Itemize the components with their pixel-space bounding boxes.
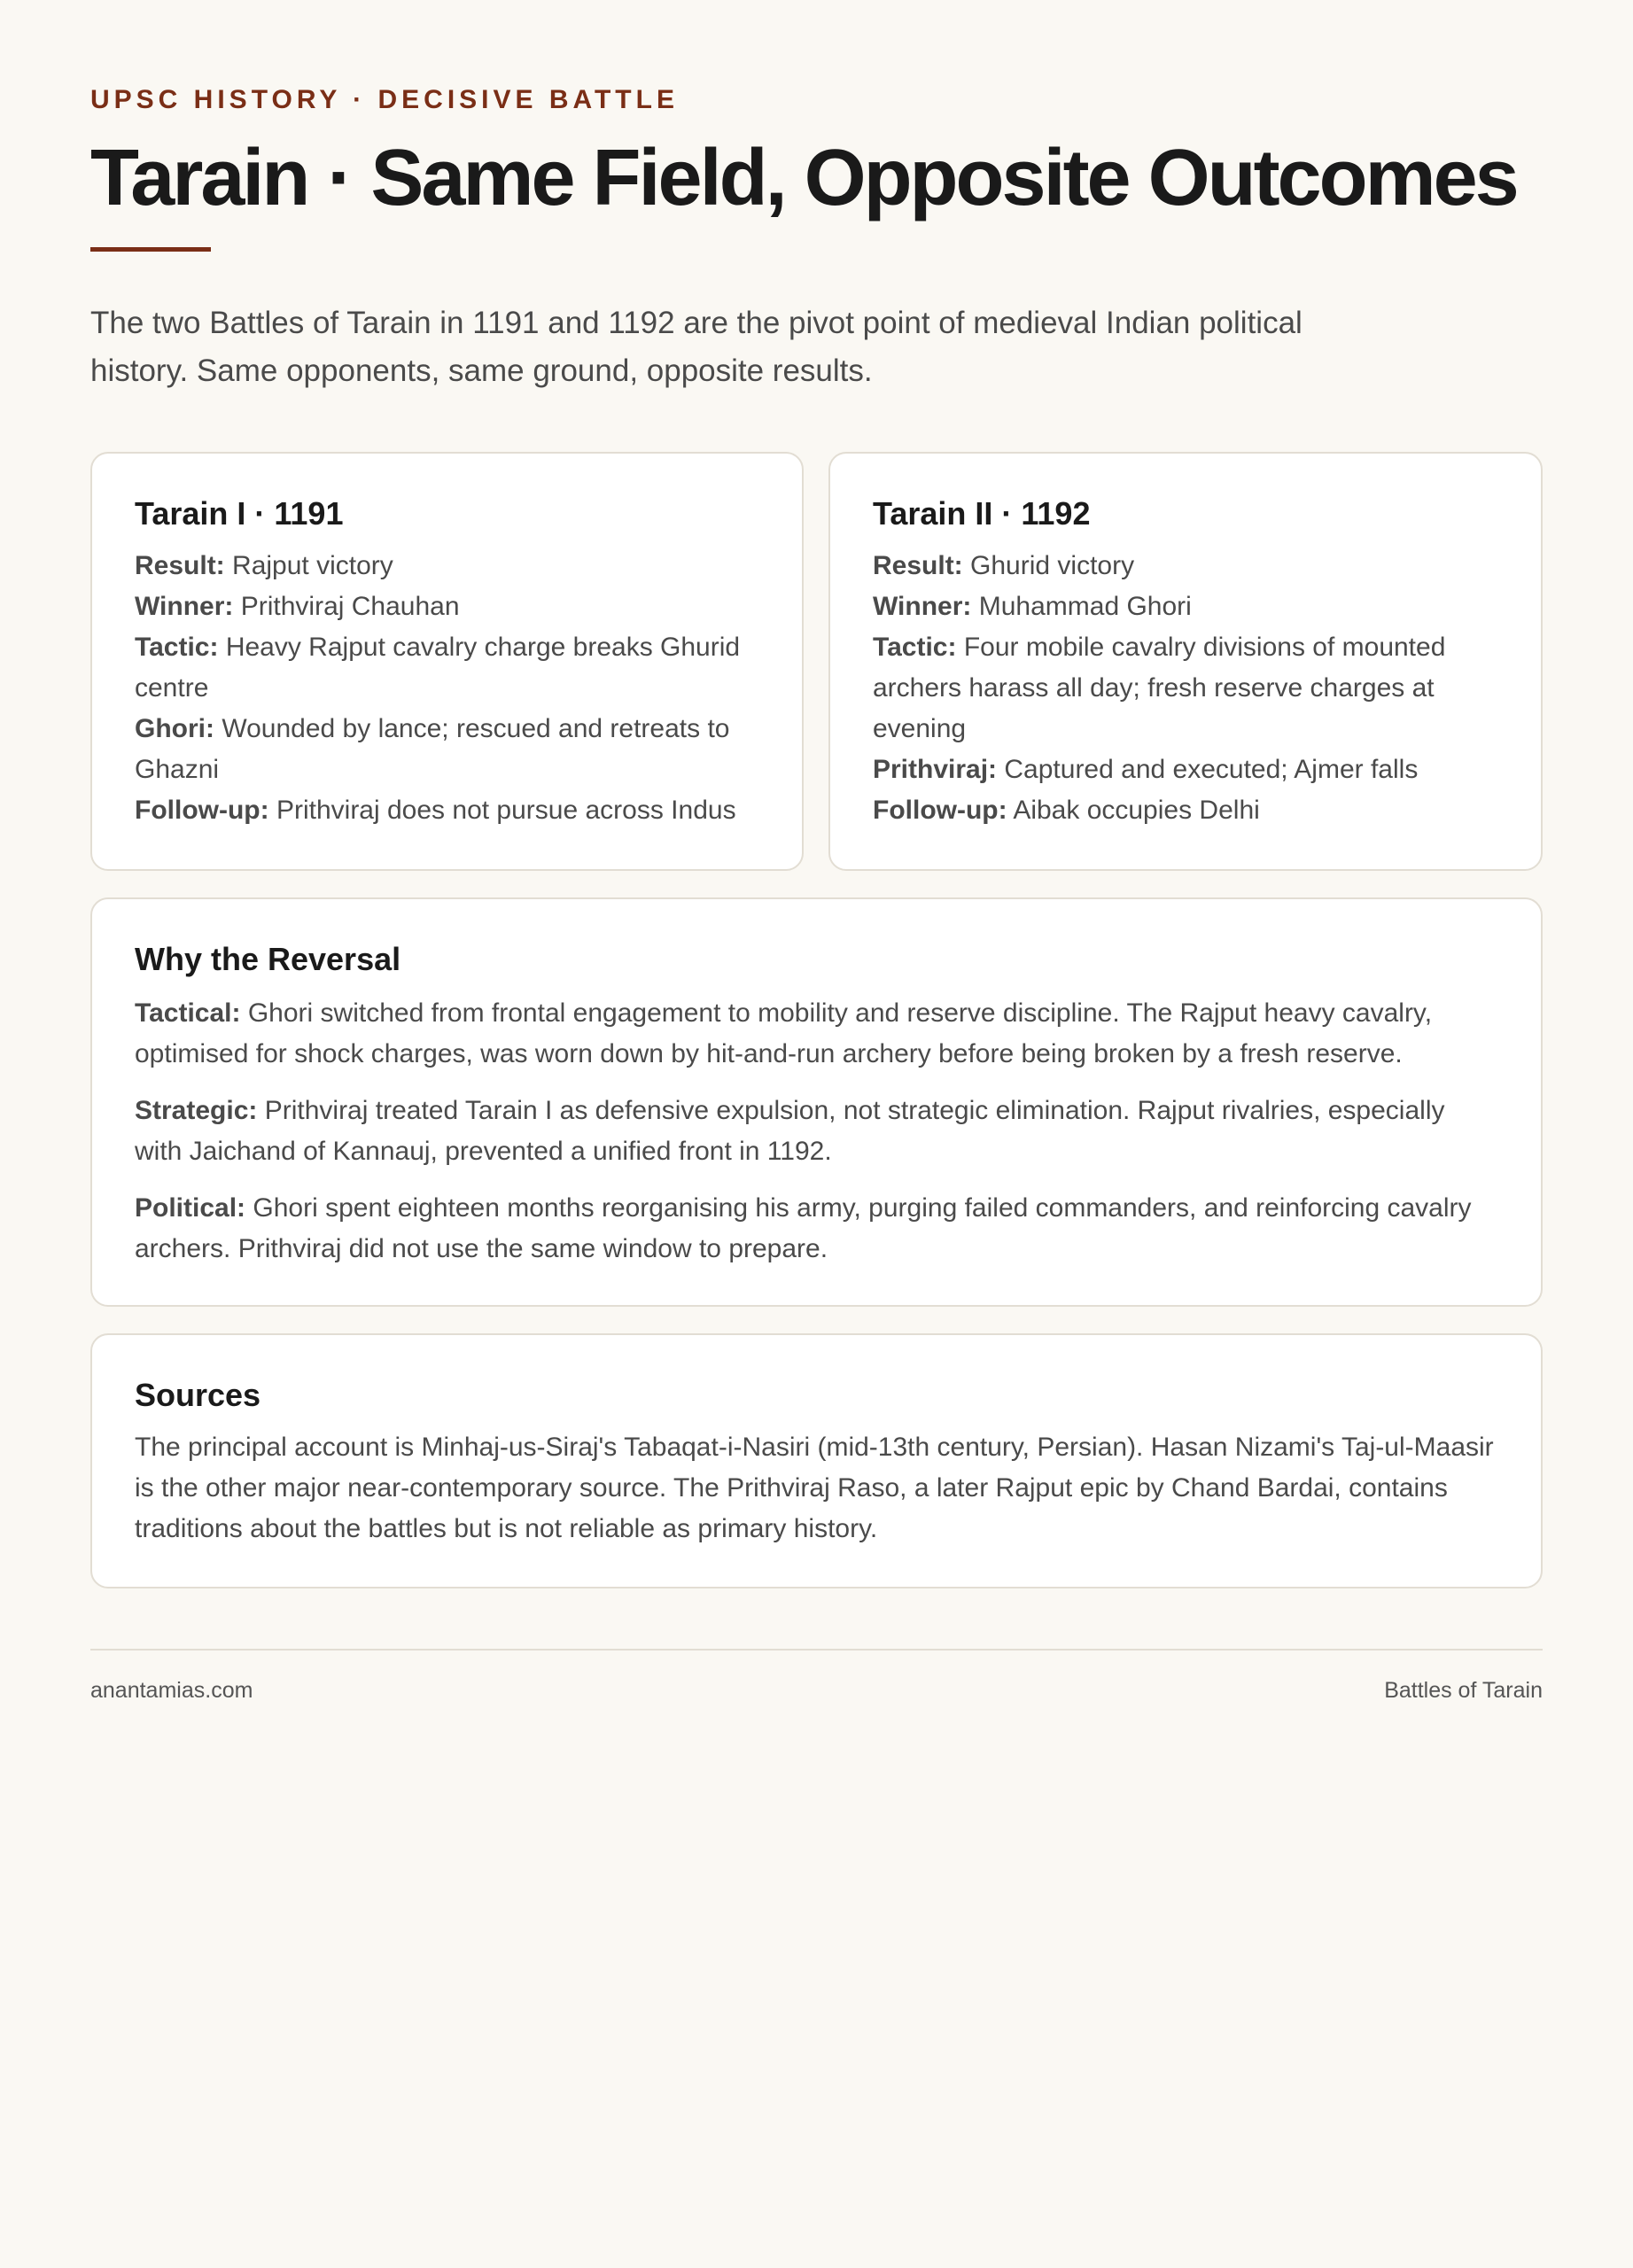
fact-row-winner	[873, 586, 1498, 627]
sources-heading: Sources	[135, 1377, 261, 1413]
fact-label: Follow-up:	[135, 796, 269, 825]
fact-label: Result:	[135, 551, 225, 580]
fact-row-tactic	[135, 627, 759, 709]
fact-row-ghori	[135, 709, 759, 790]
fact-value: Prithviraj does not pursue across Indus	[276, 796, 736, 825]
fact-value: Four mobile cavalry divisions of mounted archers harass all day; fresh reserve charges at evening	[873, 633, 1446, 743]
reversal-tactical	[135, 993, 1498, 1075]
fact-row-result	[873, 546, 1498, 586]
reason-text: Prithviraj treated Tarain I as defensive expulsion, not strategic elimination. Rajput rivalries, especially with Jaichand of Kannauj, prevented a unified front in 1192.	[135, 1096, 1445, 1166]
fact-label: Prithviraj:	[873, 755, 998, 784]
fact-value: Wounded by lance; rescued and retreats to Ghazni	[135, 714, 730, 784]
fact-row-result	[135, 546, 759, 586]
page-title: Tarain · Same Field, Opposite Outcomes	[90, 134, 1517, 222]
eyebrow-label: UPSC HISTORY · DECISIVE BATTLE	[90, 85, 679, 114]
fact-label: Winner:	[873, 592, 972, 621]
footer-site: anantamias.com	[90, 1678, 253, 1703]
reason-label: Political:	[135, 1193, 246, 1223]
fact-label: Result:	[873, 551, 963, 580]
battle-card-tarain-2	[828, 452, 1543, 871]
fact-value: Prithviraj Chauhan	[240, 592, 460, 621]
reason-text: Ghori spent eighteen months reorganising his army, purging failed commanders, and reinforcing cavalry archers. Prithviraj did not use the same window to prepare.	[135, 1193, 1472, 1263]
fact-label: Tactic:	[873, 633, 957, 662]
fact-row-follow-up	[135, 790, 759, 831]
fact-row-follow-up	[873, 790, 1498, 831]
footer-topic: Battles of Tarain	[1384, 1678, 1543, 1703]
fact-value: Aibak occupies Delhi	[1013, 796, 1260, 825]
fact-value: Ghurid victory	[970, 551, 1135, 580]
reversal-card	[90, 897, 1543, 1307]
reversal-strategic	[135, 1091, 1498, 1172]
fact-value: Heavy Rajput cavalry charge breaks Ghurid centre	[135, 633, 741, 703]
fact-label: Ghori:	[135, 714, 214, 743]
sources-text: The principal account is Minhaj-us-Siraj's Tabaqat-i-Nasiri (mid-13th century, Persian). Hasan Nizami's Taj-ul-Maasir is the other major near-contemporary source. The Prithviraj Raso, a later Rajput epic by Chand Bardai, contains traditions about the battles but is not reliable as primary history.	[135, 1433, 1494, 1543]
reversal-political	[135, 1188, 1498, 1270]
fact-value: Captured and executed; Ajmer falls	[1004, 755, 1419, 784]
battle-card-tarain-1	[90, 452, 804, 871]
title-accent-rule	[90, 247, 211, 252]
reason-text: Ghori switched from frontal engagement to mobility and reserve discipline. The Rajput heavy cavalry, optimised for shock charges, was worn down by hit-and-run archery before being broken by a fresh reserve.	[135, 998, 1433, 1068]
fact-value: Rajput victory	[232, 551, 393, 580]
fact-label: Winner:	[135, 592, 234, 621]
reason-label: Strategic:	[135, 1096, 258, 1125]
fact-value: Muhammad Ghori	[978, 592, 1192, 621]
reversal-heading: Why the Reversal	[135, 941, 401, 977]
footer-divider	[90, 1649, 1543, 1651]
fact-row-tactic	[873, 627, 1498, 750]
sources-card	[90, 1333, 1543, 1588]
reason-label: Tactical:	[135, 998, 241, 1028]
intro-paragraph: The two Battles of Tarain in 1191 and 1192 are the pivot point of medieval Indian political history. Same opponents, same ground, opposite results.	[90, 306, 1303, 388]
battle-card-heading: Tarain II · 1192	[873, 495, 1091, 532]
fact-label: Follow-up:	[873, 796, 1007, 825]
fact-row-prithviraj	[873, 750, 1498, 790]
fact-row-winner	[135, 586, 759, 627]
battle-card-heading: Tarain I · 1191	[135, 495, 344, 532]
fact-label: Tactic:	[135, 633, 219, 662]
